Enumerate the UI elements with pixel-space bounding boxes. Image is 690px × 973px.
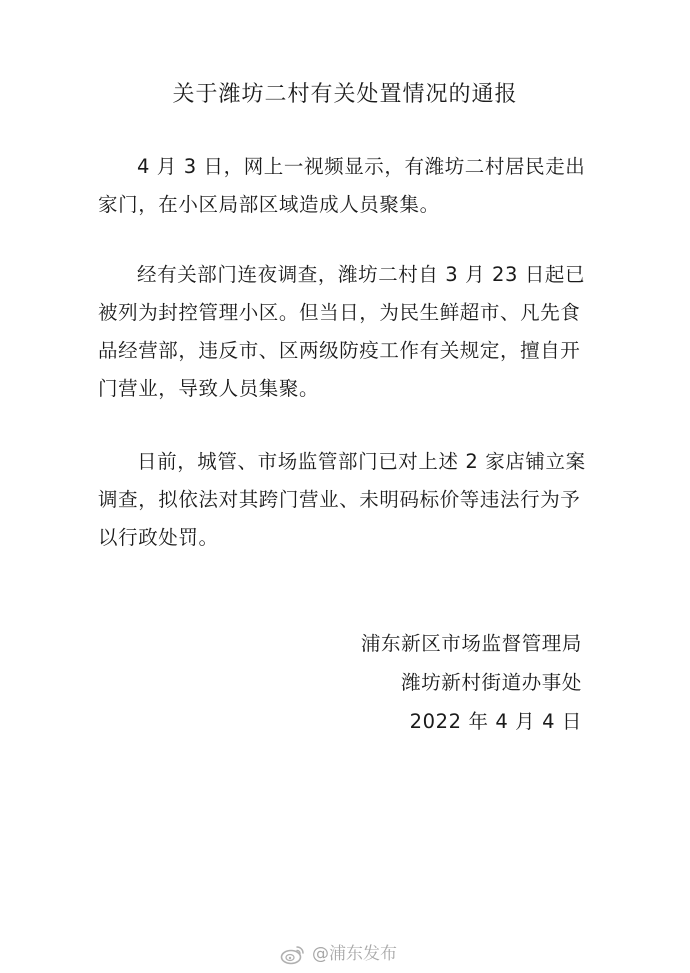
weibo-icon xyxy=(280,943,306,965)
paragraph-3: 日前，城管、市场监管部门已对上述 2 家店铺立案调查，拟依法对其跨门营业、未明码标价等违法行为予以行政处罚。 xyxy=(98,450,586,549)
signature-org-1: 浦东新区市场监督管理局 xyxy=(360,632,582,655)
paragraph-1: 4 月 3 日，网上一视频显示，有潍坊二村居民走出家门，在小区局部区域造成人员聚集。 xyxy=(98,155,586,216)
paragraph-2: 经有关部门连夜调查，潍坊二村自 3 月 23 日起已被列为封控管理小区。但当日，为民生鲜超市、凡先食品经营部，违反市、区两级防疫工作有关规定，擅自开门营业，导致人员集聚。 xyxy=(98,263,586,400)
signature-date: 2022 年 4 月 4 日 xyxy=(409,710,582,733)
watermark-text: @浦东发布 xyxy=(312,944,397,964)
notice-title: 关于潍坊二村有关处置情况的通报 xyxy=(172,82,518,107)
weibo-watermark xyxy=(280,942,397,966)
signature-org-2: 潍坊新村街道办事处 xyxy=(401,671,582,694)
